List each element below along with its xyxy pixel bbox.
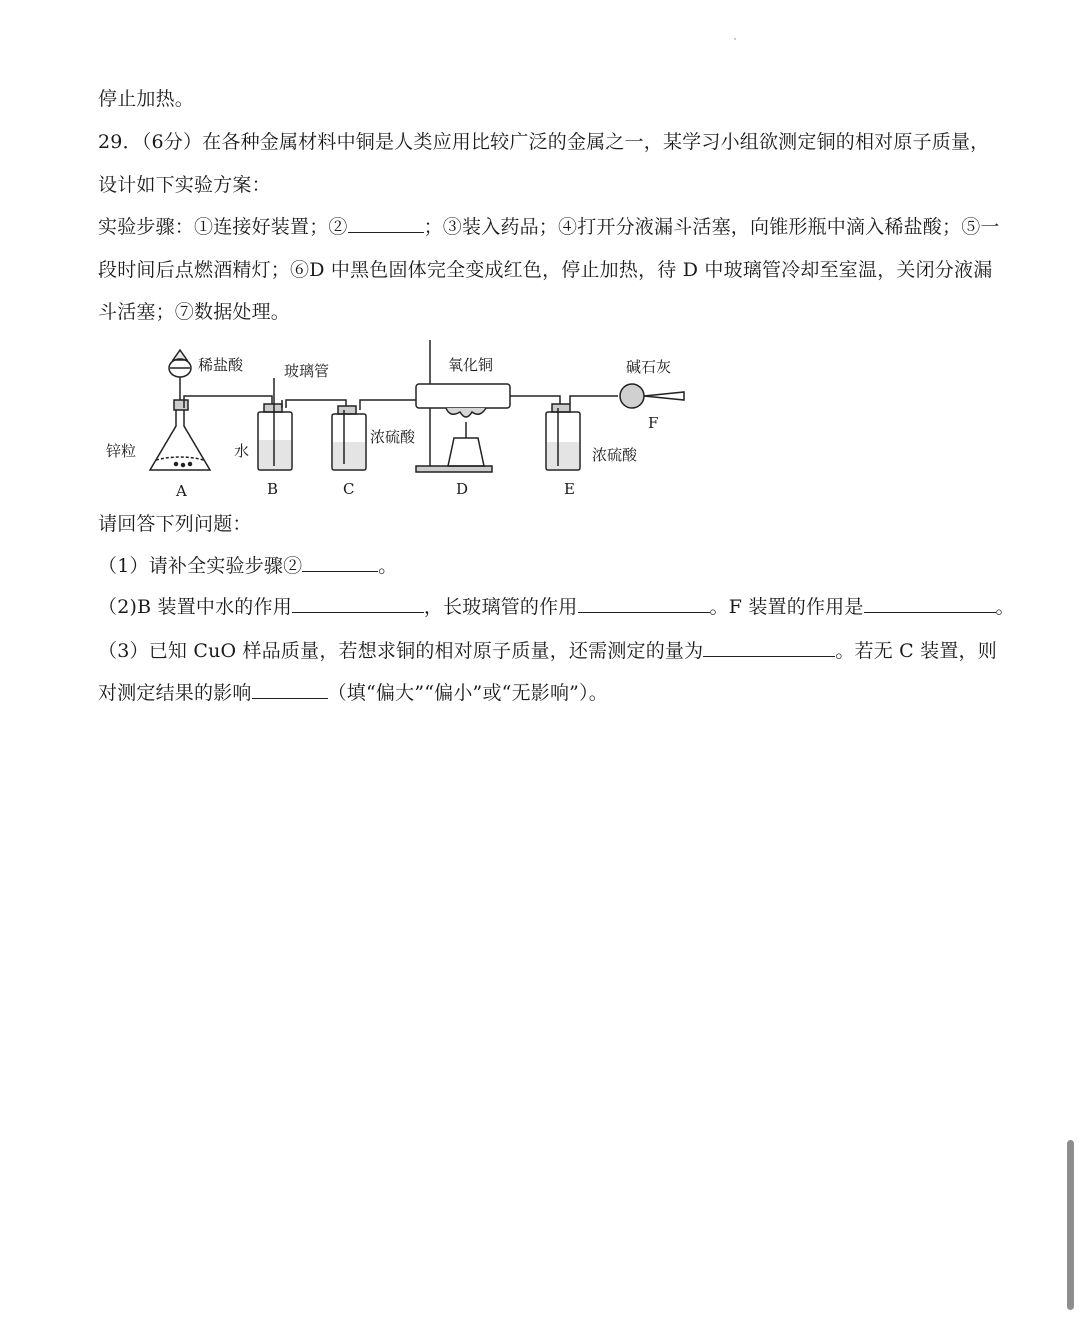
text-span: ，长玻璃管的作用 xyxy=(423,596,578,618)
answer-blank-q1[interactable] xyxy=(302,553,378,572)
label-E: E xyxy=(564,480,575,498)
label-zinc: 锌粒 xyxy=(106,442,137,460)
text-line-steps-2 xyxy=(98,257,993,283)
text-span: ；③装入药品；④打开分液漏斗活塞，向锥形瓶中滴入稀盐酸；⑤一 xyxy=(423,216,1000,238)
label-dilute-hcl: 稀盐酸 xyxy=(198,356,244,374)
question-3 xyxy=(98,638,997,664)
text-span: 请回答下列问题： xyxy=(98,513,252,535)
label-copper-oxide: 氧化铜 xyxy=(448,356,494,374)
text-span: 29．（6分）在各种金属材料中铜是人类应用比较广泛的金属之一，某学习小组欲测定铜的相对原子质量， xyxy=(98,131,990,153)
label-water: 水 xyxy=(234,442,250,460)
text-line-stop-heating xyxy=(98,86,983,112)
label-glass-tube: 玻璃管 xyxy=(284,362,330,380)
text-span: 。 xyxy=(378,555,398,577)
text-span: 。若无 C 装置，则 xyxy=(835,640,997,662)
text-span: 停止加热。 xyxy=(98,88,195,110)
text-line-steps xyxy=(98,214,1000,240)
question-3-continued xyxy=(98,680,983,706)
question-1 xyxy=(98,553,983,579)
text-span: （填“偏大”“偏小”或“无影响”）。 xyxy=(327,682,608,704)
answer-blank-step2[interactable] xyxy=(348,214,424,233)
answer-blank-q2-f[interactable] xyxy=(864,594,996,613)
answer-blank-q2-tube[interactable] xyxy=(578,594,710,613)
text-span: （2)B 装置中水的作用 xyxy=(98,596,292,618)
text-span: 段时间后点燃酒精灯；⑥D 中黑色固体完全变成红色，停止加热，待 D 中玻璃管冷却至室温，关闭分液漏 xyxy=(98,259,993,281)
label-F: F xyxy=(648,414,659,432)
apparatus-diagram xyxy=(98,338,698,503)
label-D: D xyxy=(456,480,469,498)
label-A: A xyxy=(176,482,187,500)
label-soda-lime: 碱石灰 xyxy=(626,358,672,376)
label-C: C xyxy=(343,480,355,498)
label-conc-h2so4-c: 浓硫酸 xyxy=(370,428,416,446)
label-conc-h2so4-e: 浓硫酸 xyxy=(592,446,638,464)
text-line-answer-intro xyxy=(98,511,983,537)
text-span: （3）已知 CuO 样品质量，若想求铜的相对原子质量，还需测定的量为 xyxy=(98,640,704,662)
answer-blank-q3-effect[interactable] xyxy=(252,680,328,699)
question-29-title xyxy=(98,129,990,155)
answer-blank-q3-measure[interactable] xyxy=(703,638,835,657)
text-span: （1）请补全实验步骤② xyxy=(98,555,303,577)
question-2 xyxy=(98,594,1015,620)
text-span: 斗活塞；⑦数据处理。 xyxy=(98,301,291,323)
answer-blank-q2-water[interactable] xyxy=(292,594,424,613)
text-line-steps-3 xyxy=(98,299,983,325)
text-span: 。 xyxy=(995,596,1015,618)
text-line-design xyxy=(98,172,983,198)
text-span: 实验步骤：①连接好装置；② xyxy=(98,216,348,238)
speck xyxy=(734,38,736,40)
text-span: 设计如下实验方案： xyxy=(98,174,271,196)
text-span: 对测定结果的影响 xyxy=(98,682,252,704)
label-B: B xyxy=(267,480,279,498)
scrollbar-thumb[interactable] xyxy=(1067,1140,1074,1310)
text-span: 。F 装置的作用是 xyxy=(709,596,864,618)
